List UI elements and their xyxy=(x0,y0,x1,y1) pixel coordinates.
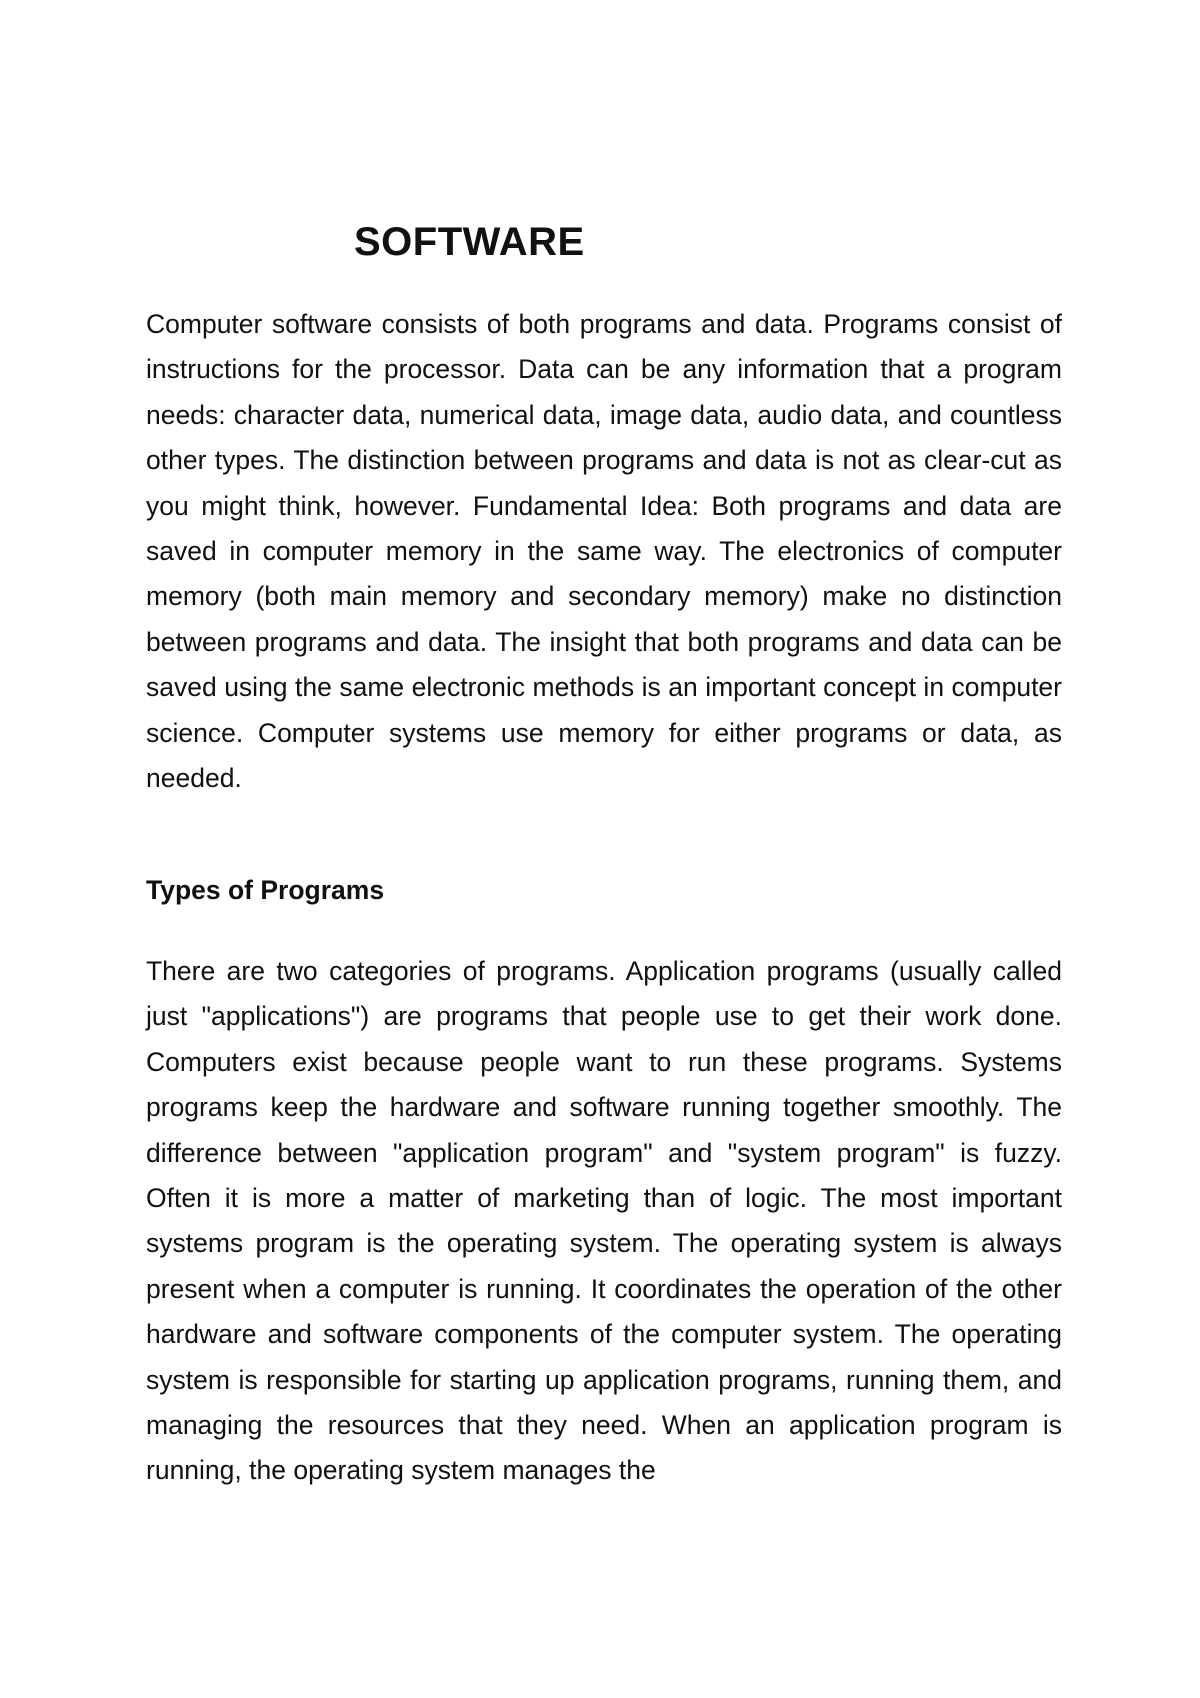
section-heading: Types of Programs xyxy=(146,875,385,905)
intro-paragraph: Computer software consists of both programs and data. Programs consist of instructions for the processor. Data can be any information that a program needs: character data, numerical data, image data, audio data, and countless other types. The distinction between programs and data is not as clear-cut as you might think, however. Fundamental Idea: Both programs and data are saved in computer memory in the same way. The electronics of computer memory (both main memory and secondary memory) make no distinction between programs and data. The insight that both programs and data can be saved using the same electronic methods is an important concept in computer science. Computer systems use memory for either programs or data, as needed. xyxy=(146,309,1062,794)
types-paragraph: There are two categories of programs. Application programs (usually called just "applications") are programs that people use to get their work done. Computers exist because people want to run these programs. Systems programs keep the hardware and software running together smoothly. The difference between "application program" and "system program" is fuzzy. Often it is more a matter of marketing than of logic. The most important systems program is the operating system. The operating system is always present when a computer is running. It coordinates the operation of the other hardware and software components of the computer system. The operating system is responsible for starting up application programs, running them, and managing the resources that they need. When an application program is running, the operating system manages the xyxy=(146,956,1062,1486)
page-title: SOFTWARE xyxy=(354,220,585,264)
